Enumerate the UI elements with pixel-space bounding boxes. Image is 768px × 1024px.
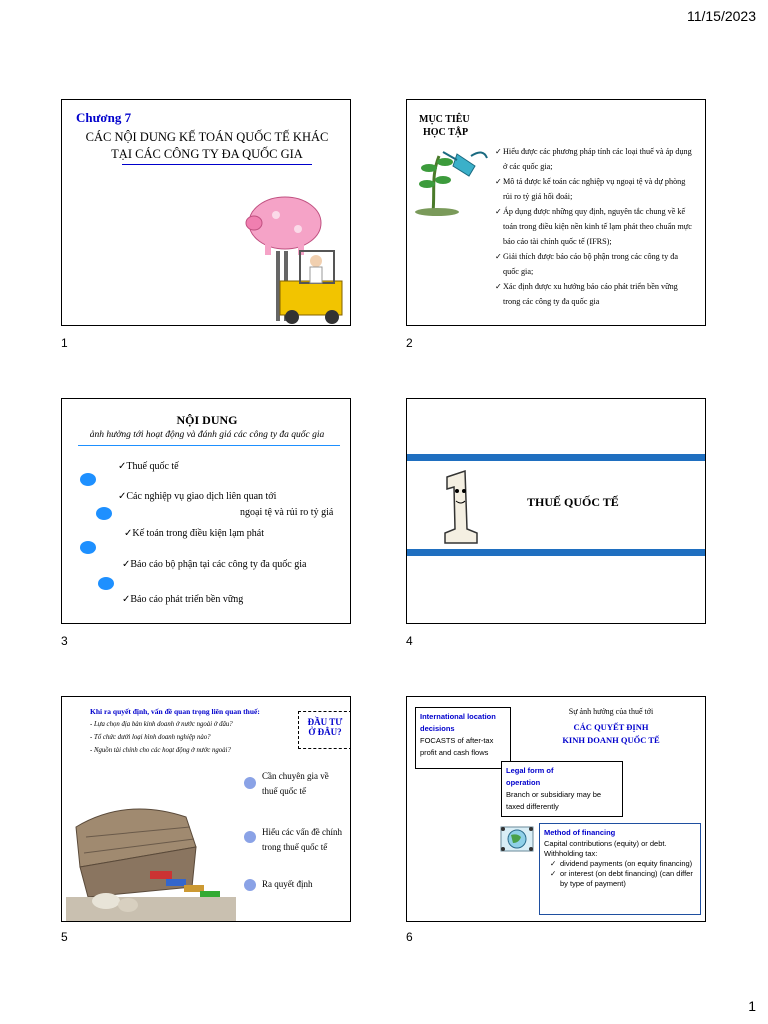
slide-1-title-line1: CÁC NỘI DUNG KẾ TOÁN QUỐC TẾ KHÁC bbox=[85, 130, 329, 144]
slide-6 bbox=[406, 696, 706, 922]
chapter-label: Chương 7 bbox=[76, 110, 132, 125]
question-2: - Tổ chức dưới loại hình doanh nghiệp nào? bbox=[90, 734, 211, 741]
location-decisions-box bbox=[415, 707, 511, 769]
number-one-character-icon bbox=[437, 467, 485, 547]
slide-6-title-line3: KINH DOANH QUỐC TẾ bbox=[562, 735, 660, 745]
noah-ark-image bbox=[66, 777, 236, 921]
financing-box bbox=[539, 823, 701, 915]
subtitle-underline bbox=[78, 445, 340, 446]
callout-line1: ĐẦU TƯ bbox=[307, 717, 343, 727]
slide-6-title-line1: Sự ảnh hưởng của thuế tới bbox=[568, 707, 654, 716]
content-item-2-cont: ngoại tệ và rủi ro tỷ giá bbox=[240, 507, 334, 518]
bullet-dot bbox=[80, 473, 96, 486]
box1-text: FOCASTS of after-tax profit and cash flows bbox=[420, 736, 494, 757]
slide-5-heading: Khi ra quyết định, vấn đề quan trọng liên quan thuế: bbox=[90, 707, 260, 716]
watering-plant-image bbox=[413, 146, 495, 216]
bullet-dot bbox=[96, 507, 112, 520]
bullet-text-1: Cần chuyên gia về thuế quốc tế bbox=[262, 771, 329, 796]
slide-5 bbox=[61, 696, 351, 922]
content-item-1: ✓Thuế quốc tế bbox=[118, 461, 179, 472]
slide-2-heading-line1: MỤC TIÊU bbox=[419, 114, 470, 125]
learning-objectives-list bbox=[495, 144, 695, 309]
slide-4 bbox=[406, 398, 706, 624]
bullet-dot bbox=[244, 831, 256, 843]
content-item-3: ✓Kế toán trong điều kiện lạm phát bbox=[124, 528, 265, 539]
bullet-dot bbox=[244, 777, 256, 789]
objective-item: ✓ Áp dụng được những quy định, nguyên tắc chung về kế toán trong điều kiện nền kinh tế lạm phát theo chuẩn mực báo cáo tài chính quốc tế (IFRS); bbox=[495, 204, 695, 249]
globe-network-icon bbox=[497, 823, 537, 855]
title-underline bbox=[122, 164, 312, 165]
slide-1-title-line2: TẠI CÁC CÔNG TY ĐA QUỐC GIA bbox=[111, 147, 303, 161]
slide-3 bbox=[61, 398, 351, 624]
slide-3-subtitle: ảnh hưởng tới hoạt động và đánh giá các công ty đa quốc gia bbox=[89, 430, 325, 440]
content-item-4: ✓Báo cáo bộ phận tại các công ty đa quốc gia bbox=[122, 559, 307, 570]
bullet-text-3: Ra quyết định bbox=[262, 879, 313, 889]
print-date: 11/15/2023 bbox=[686, 8, 756, 24]
withholding-item: ✓ dividend payments (on equity financing) bbox=[550, 859, 696, 869]
slide-1 bbox=[61, 99, 351, 326]
objective-item: ✓ Hiểu được các phương pháp tính các loại thuế và áp dụng ở các quốc gia; bbox=[495, 144, 695, 174]
box2-text: Branch or subsidiary may be taxed differently bbox=[506, 790, 602, 811]
question-3: - Nguồn tài chính cho các hoạt động ở nước ngoài? bbox=[90, 747, 231, 754]
bullet-dot bbox=[98, 577, 114, 590]
content-item-2: ✓Các nghiệp vụ giao dịch liên quan tới bbox=[118, 491, 277, 502]
question-1: - Lựa chọn địa bàn kinh doanh ở nước ngoài ở đâu? bbox=[90, 721, 233, 728]
slide-4-number: 4 bbox=[406, 634, 413, 648]
callout-line2: Ở ĐÂU? bbox=[308, 727, 342, 737]
slide-2-number: 2 bbox=[406, 336, 413, 350]
piggy-bank-forklift-image bbox=[240, 185, 350, 325]
box2-title: Legal form of operation bbox=[506, 766, 554, 787]
bottom-blue-band bbox=[407, 549, 706, 556]
withholding-item: ✓ or interest (on debt financing) (can differ by type of payment) bbox=[550, 869, 696, 889]
bullet-text-2: Hiểu các vấn đề chính trong thuế quốc tế bbox=[262, 827, 342, 852]
slide-3-number: 3 bbox=[61, 634, 68, 648]
box1-title: International location decisions bbox=[420, 712, 496, 733]
slide-6-number: 6 bbox=[406, 930, 413, 944]
bullet-dot bbox=[244, 879, 256, 891]
slide-6-title-line2: CÁC QUYẾT ĐỊNH bbox=[573, 722, 649, 732]
slide-1-number: 1 bbox=[61, 336, 68, 350]
slide-2 bbox=[406, 99, 706, 326]
slide-2-heading-line2: HỌC TẬP bbox=[423, 127, 469, 138]
box3-text: Capital contributions (equity) or debt. Withholding tax: bbox=[544, 839, 667, 858]
legal-form-box bbox=[501, 761, 623, 817]
objective-item: ✓ Giải thích được báo cáo bộ phận trong các công ty đa quốc gia; bbox=[495, 249, 695, 279]
objective-item: ✓ Mô tả được kế toán các nghiệp vụ ngoại tệ và dự phòng rủi ro tỷ giá hối đoái; bbox=[495, 174, 695, 204]
content-item-5: ✓Báo cáo phát triển bền vững bbox=[122, 594, 244, 605]
slide-3-title: NỘI DUNG bbox=[176, 413, 238, 427]
box3-title: Method of financing bbox=[544, 828, 616, 837]
top-blue-band bbox=[407, 454, 706, 461]
slide-5-number: 5 bbox=[61, 930, 68, 944]
bullet-dot bbox=[80, 541, 96, 554]
slide-4-title: THUẾ QUỐC TẾ bbox=[527, 495, 619, 509]
withholding-tax-list bbox=[550, 859, 696, 889]
invest-callout bbox=[298, 711, 351, 749]
objective-item: ✓ Xác định được xu hướng báo cáo phát triển bền vững trong các công ty đa quốc gia bbox=[495, 279, 695, 309]
page-number: 1 bbox=[748, 998, 756, 1014]
